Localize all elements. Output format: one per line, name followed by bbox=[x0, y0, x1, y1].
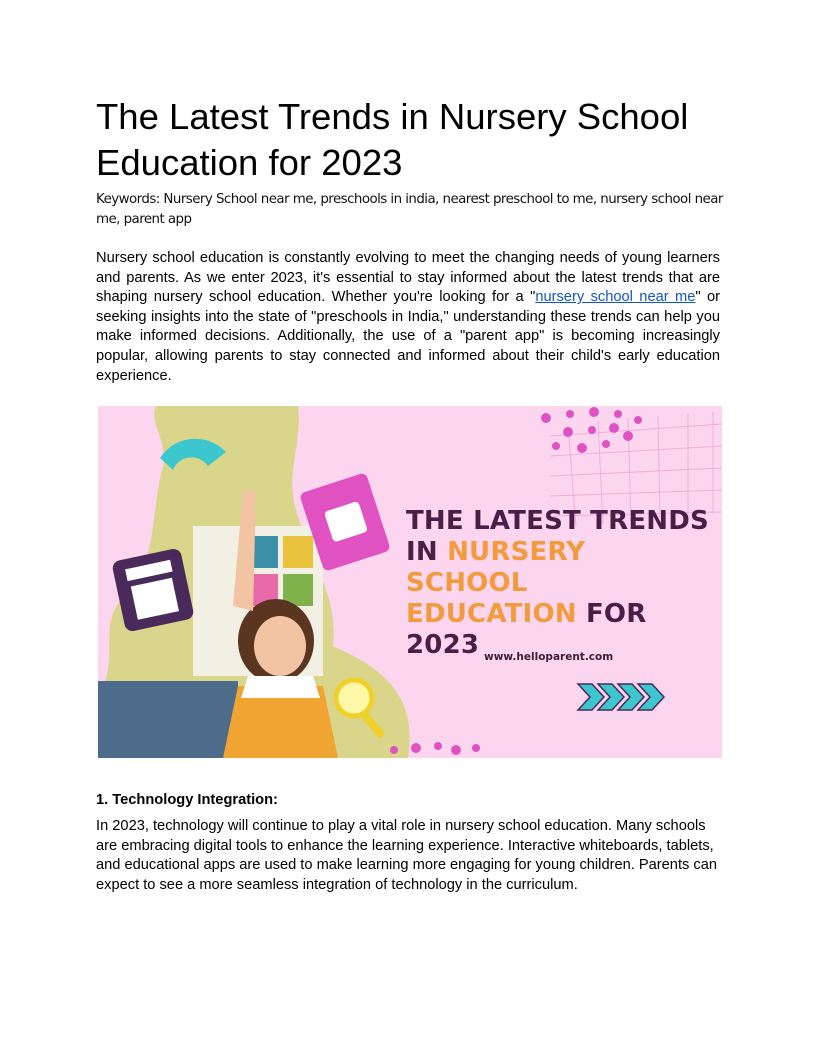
banner-headline-line2 bbox=[406, 537, 716, 599]
page-title: The Latest Trends in Nursery School Education for 2023 bbox=[96, 96, 689, 183]
banner-headline-year: 2023 bbox=[406, 630, 480, 660]
banner-word-for: FOR bbox=[576, 599, 647, 629]
banner-word-in: IN bbox=[406, 537, 448, 567]
intro-text-end: " or seeking insights into the state of "preschools in India," understanding these trends can help you make informed decisions. Additionally, the use of a "parent app" is becoming increasingly popular, allowing parents to stay connected and informed about their child's early education experience. bbox=[96, 289, 721, 384]
section-heading-technology: 1. Technology Integration: bbox=[96, 792, 278, 808]
section-body-technology: In 2023, technology will continue to play a vital role in nursery school education. Many schools are embracing digital tools to enhance the learning experience. Interactive whiteboards, tablets, and educational apps are used to make learning more engaging for young children. Parents can expect to see a more seamless integration of technology in the curriculum. bbox=[96, 818, 718, 893]
banner-website-url: www.helloparent.com bbox=[484, 651, 614, 663]
magnifier-icon bbox=[336, 680, 372, 716]
chevron-arrows-icon bbox=[578, 684, 664, 710]
banner-highlight-education: EDUCATION bbox=[406, 599, 577, 629]
keywords-line: Keywords: Nursery School near me, preschools in india, nearest preschool to me, nursery school near me, parent app bbox=[96, 192, 723, 227]
intro-text-start: Nursery school education is constantly evolving to meet the changing needs of young learners and parents. As we enter 2023, it's essential to stay informed about the latest trends that are shaping nursery school education. Whether you're looking for a " bbox=[96, 250, 720, 306]
student-shirt bbox=[241, 676, 320, 698]
article-banner-image bbox=[98, 406, 722, 758]
nursery-school-near-me-link[interactable]: nursery school near me bbox=[535, 289, 696, 306]
shelf-bin-yellow bbox=[283, 536, 313, 568]
student-face bbox=[254, 616, 306, 676]
banner-headline-line3 bbox=[406, 599, 716, 630]
banner-highlight-nursery-school: NURSERY SCHOOL bbox=[406, 537, 586, 598]
intro-paragraph bbox=[96, 249, 720, 386]
banner-headline bbox=[406, 506, 716, 661]
classroom-desk bbox=[98, 681, 238, 758]
banner-headline-line1: THE LATEST TRENDS bbox=[406, 506, 709, 536]
